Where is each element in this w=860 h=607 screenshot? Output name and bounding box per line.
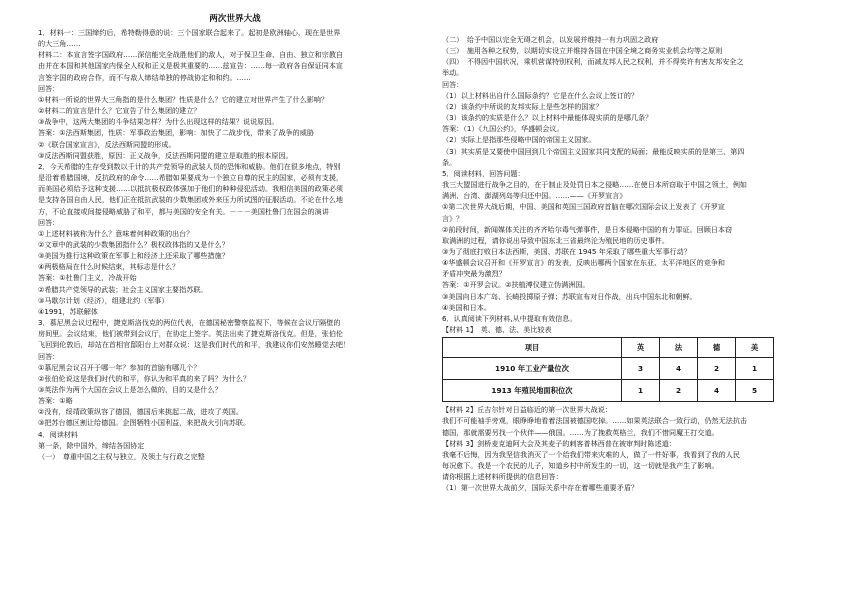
text-line: （四） 不得因中国状况，乘机营谋特别权利，而减友邦人民之权利，并不得奖许有害友邦安全之 <box>442 57 744 67</box>
text-line: 矛盾冲突最为激烈？ <box>442 269 506 279</box>
comparison-table <box>442 337 774 402</box>
text-line: 答案：①略 <box>38 396 73 406</box>
text-line: ②材料二的宣言是什么？它宣告了什么集团的建立？ <box>38 106 201 116</box>
page-title: 两次世界大战 <box>209 14 261 24</box>
table-cell: 1 <box>736 358 774 380</box>
text-line: 方，不论直接或间接侵略威胁了和平，都与美国的安全有关。－－－美国杜鲁门在国会的演讲 <box>38 206 329 216</box>
table-row <box>443 380 774 402</box>
text-line: 言》？ <box>442 213 464 223</box>
text-line: 飞回到伦敦后，却站在首相官邸阳台上对群众说：这是我们时代的和平，我建议你们安然睡觉去吧！ <box>38 340 351 350</box>
text-line: ②没有，绥靖政策纵容了德国，德国后来挑起二战，进攻了英国。 <box>38 407 243 417</box>
text-line: 我们不可能袖手旁观，眼睁睁地看着法国被德国吃掉。……如果英法联合一致行动，仍然无法抗击 <box>442 416 748 426</box>
right-column <box>442 34 830 493</box>
text-line: 【材料 2】丘吉尔针对日益临近的第一次世界大战说： <box>442 405 612 415</box>
table-header-cell: 法 <box>660 338 698 358</box>
text-line: （3）其实质是又要使中国回到几个帝国主义国家共同支配的局面；最能反映实质的是第三、第四 <box>442 146 745 156</box>
table-cell: 3 <box>622 358 660 380</box>
text-line: 回答： <box>38 217 60 227</box>
text-line: ③反法西斯同盟获胜，原因：正义战争，反法西斯同盟的建立是取胜的根本原因。 <box>38 150 293 160</box>
text-line: 5．阅读材料，回答问题： <box>442 168 525 178</box>
text-line: 回答： <box>38 83 60 93</box>
table-cell: 2 <box>698 358 736 380</box>
text-line: 第一条，除中国外，缔结各国协定 <box>38 440 145 450</box>
table-header-cell: 美 <box>736 338 774 358</box>
text-line: ①第二次世界大战后期，中国、美国和英国三国政府首脑在哪次国际会议上发表了《开罗宣 <box>442 202 726 212</box>
text-line: 的大三角…… <box>38 39 81 49</box>
text-line: 是沿着希腊国境，反抗政府的命令……希腊如果要成为一个独立自尊的民主的国家，必须有支援， <box>38 173 344 183</box>
left-column <box>38 27 424 462</box>
text-line: 回答： <box>442 79 464 89</box>
text-line: 2．今天希腊的生存受到数以千计的共产党领导的武装人员的恐怖和威胁。他们在很多地点，特别 <box>38 161 341 171</box>
text-line: 请你根据上述材料所提供的信息回答： <box>442 472 563 482</box>
right-column-bottom-text <box>442 404 830 493</box>
text-line: （1）以上材料出自什么国际条约？它是在什么会议上签订的？ <box>442 90 639 100</box>
text-line: 【材料 1】 英、德、法、美比较表 <box>442 325 552 335</box>
table-cell: 4 <box>660 358 698 380</box>
text-line: 每况愈下。我是一个农民的儿子，知道乡村中所发生的一切，这一切就是我产生了影响。 <box>442 461 719 470</box>
text-line: 而美国必须给予这种支援……以抵抗极权政体强加于他们的种种侵犯活动。我相信美国的政策必须 <box>38 184 344 194</box>
text-line: ②《联合国家宣言》，反法西斯同盟的形成。 <box>38 139 176 149</box>
text-line: 【材料 3】剑桥麦克迪阿大会及其麦子的刺客普林西普在被审判时陈述道： <box>442 438 676 448</box>
text-line: 我三大盟国进行战争之目的，在于制止及处罚日本之侵略……在使日本所窃取于中国之领土，例如 <box>442 180 748 190</box>
text-line: 6．认真阅读下列材料,从中提取有效信息。 <box>442 313 577 323</box>
text-line: 1．材料一：三国缔约后，希特勒得意的说：三个国家联合起来了。起初是欧洲轴心，现在是世界 <box>38 28 341 37</box>
text-line: 言签字国的政府合作，而不与敌人缔结单独的停战协定和和约。…… <box>38 72 251 82</box>
text-line: （3）该条约的实质是什么？以上材料中最能体现实质的是哪几条？ <box>442 113 653 123</box>
text-line: （2）该条约中所说的友邦实际上是些怎样的国家？ <box>442 101 603 111</box>
text-line: ③把苏台德区割让给德国。企图牺牲小国利益，来把战火引向苏联。 <box>38 418 251 428</box>
text-line: ④1991，苏联解体 <box>38 306 98 316</box>
text-line: 3．慕尼黑会议过程中，捷克斯洛伐克的两位代表，在德国秘密警察监视下，等候在会议厅隔壁的 <box>38 318 341 328</box>
text-line: （二） 给予中国以完全无碍之机会，以发展并维持一有力巩固之政府 <box>442 35 659 44</box>
text-line: ④美国和日本。 <box>442 302 491 312</box>
text-line: 答案：（1）《九国公约》，华盛顿会议。 <box>442 124 564 134</box>
text-line: 是支持各国自由人民，他们正在抵抗武装的少数集团或外来压力所试图的征服活动。不论在什么地 <box>38 195 344 205</box>
text-line: 答案：①开罗会议。②扶植溥仪建立伪满洲国。 <box>442 280 590 290</box>
text-line: ④华盛顿会议召开和《开罗宣言》的发表，反映出哪两个国家在东亚、太平洋地区的竞争和 <box>442 258 726 268</box>
text-line: 我毫不后悔，因为我坚信我消灭了一个给我们带来灾难的人，做了一件好事，我看到了我的人民 <box>442 449 740 459</box>
text-line: 举动。 <box>442 68 464 78</box>
text-line: ③美国为推行这种政策在军事上和经济上还采取了哪些措施？ <box>38 251 229 261</box>
text-line: 德国，那就需要另找一个伙伴——俄国。……为了挽救英格兰，我们不惜同魔王打交道。 <box>442 427 719 437</box>
table-cell: 1 <box>622 380 660 402</box>
text-line: 回答： <box>38 351 60 361</box>
text-line: ③英法作为两个大国在会议上是怎么做的，目的又是什么？ <box>38 385 222 394</box>
text-line: 材料二：本宣言签字国政府……深信能完全战胜他们的敌人，对于保卫生命、自由、独立和宗教自 <box>38 50 344 60</box>
text-line: ③美国向日本广岛、长崎投掷原子弹；苏联宣布对日作战，出兵中国东北和朝鲜。 <box>442 291 697 301</box>
text-line: 房间里。会议结束，他们被带到会议厅，在协定上签字。英法出卖了捷克斯洛伐克。但是，张伯伦 <box>38 329 344 339</box>
table-header-row <box>443 338 774 358</box>
text-line: 满洲、台湾、澎湖列岛等归还中国。……——《开罗宣言》 <box>442 191 627 201</box>
text-line: ②文章中的武装的少数集团指什么？极权政体指的又是什么？ <box>38 239 229 249</box>
text-line: ③战争中，这两大集团的斗争结果怎样？为什么出现这样的结果？说说原因。 <box>38 117 279 127</box>
table-header-cell: 项目 <box>443 338 622 358</box>
text-line: ③马歇尔计划（经济），组建北约（军事） <box>38 295 169 305</box>
text-line: ②希腊共产党领导的武装；社会主义国家主要指苏联。 <box>38 284 208 294</box>
table-cell: 2 <box>660 380 698 402</box>
text-line: ③为了彻底打败日本法西斯，美国、苏联在 1945 年采取了哪些重大军事行动？ <box>442 246 691 256</box>
text-line: （2）实际上是指那些侵略中国的帝国主义国家。 <box>442 135 596 145</box>
table-cell: 1910 年工业产量位次 <box>443 358 622 380</box>
table-header-cell: 德 <box>698 338 736 358</box>
table-cell: 5 <box>736 380 774 402</box>
right-column-top-text <box>442 34 830 335</box>
text-line: ④两极格局在什么时候结束，其标志是什么？ <box>38 262 180 272</box>
text-line: 答案：①法西斯集团，性质：军事政治集团，影响：加快了二战步伐，带来了战争的威胁 <box>38 128 314 138</box>
text-line: ②前段时间，新闻媒体关注的齐齐哈尔毒气弹事件，是日本侵略中国的有力罪证。回顾日本窃 <box>442 224 733 234</box>
table-cell: 1913 年殖民地面积位次 <box>443 380 622 402</box>
table-row <box>443 358 774 380</box>
text-line: ①慕尼黑会议召开于哪一年？参加的首脑有哪几个？ <box>38 362 201 372</box>
text-line: （1）第一次世界大战前夕，国际关系中存在着哪些重要矛盾？ <box>442 483 639 493</box>
text-line: ②张伯伦说这是我们时代的和平，你认为和平真的来了吗？为什么？ <box>38 373 251 383</box>
text-line: 条。 <box>442 157 457 167</box>
text-line: ①上述材料被称为什么？意味着何种政策的出台？ <box>38 228 194 238</box>
text-line: ①材料一所说的世界大三角指的是什么集团？性质是什么？它的建立对世界产生了什么影响？ <box>38 94 329 104</box>
table-header-cell: 英 <box>622 338 660 358</box>
table-cell: 4 <box>698 380 736 402</box>
text-line: 由并在本国和其他国家内保全人权和正义是极其重要的……兹宣告：……每一政府各自保证同本宣 <box>38 61 344 71</box>
text-line: （一） 尊重中国之主权与独立，及领土与行政之完整 <box>38 451 205 461</box>
text-line: 4．阅读材料 <box>38 429 78 439</box>
text-line: （三） 施用各种之权势，以期切实设立并维持各国在中国全境之商务实业机会均等之原则 <box>442 46 723 56</box>
text-line: 答案：①杜鲁门主义，冷战开始 <box>38 273 137 283</box>
text-line: 取满洲的过程，请你说出导致中国东北三省最终沦为殖民地的历史事件。 <box>442 235 669 245</box>
